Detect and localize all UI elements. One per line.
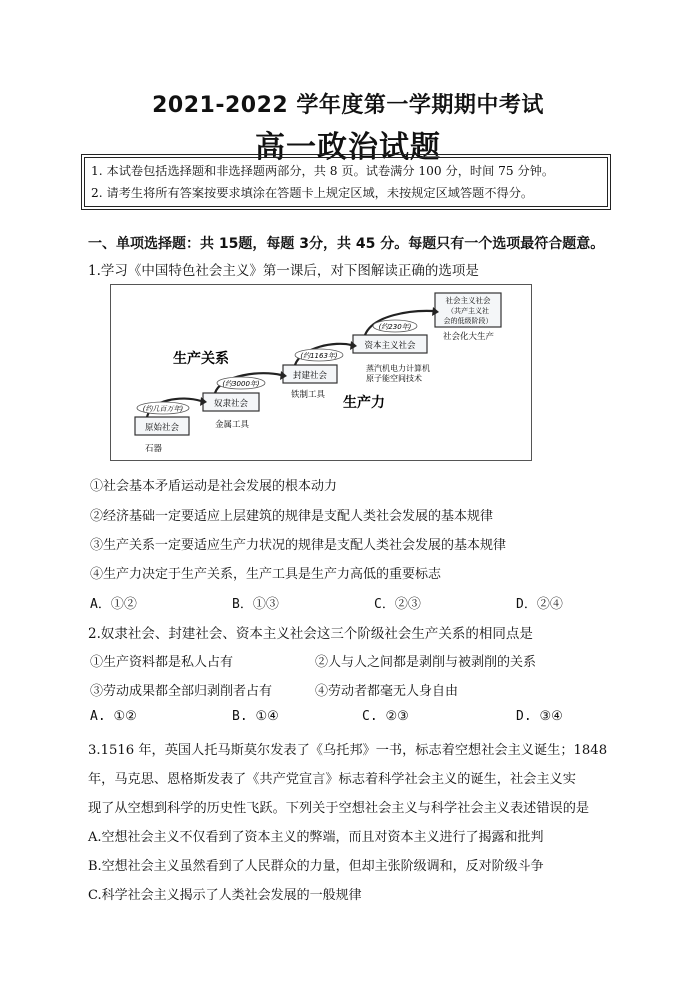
q1-choice-b: B．①③	[232, 597, 279, 612]
q2-choice-b: B. ①④	[232, 709, 279, 724]
tool-steam-computer: 蒸汽机电力计算机	[366, 364, 430, 373]
q2-statement-3: ③劳动成果都全部归剥削者占有	[90, 684, 273, 699]
question-2-stem: 2.奴隶社会、封建社会、资本主义社会这三个阶级社会生产关系的相同点是	[88, 626, 533, 642]
stage-label-capitalist: 资本主义社会	[364, 341, 416, 351]
exam-title: 2021-2022 学年度第一学期期中考试	[152, 93, 544, 118]
stage-label-feudal: 封建社会	[292, 371, 328, 381]
notice-line-2: 2. 请考生将所有答案按要求填涂在答题卡上规定区域，未按规定区域答题不得分。	[91, 186, 534, 200]
question-3-stem-line-1: 3.1516 年，英国人托马斯莫尔发表了《乌托邦》一书，标志着空想社会主义诞生；1848	[88, 743, 608, 758]
q3-option-c: C.科学社会主义揭示了人类社会发展的一般规律	[88, 888, 362, 903]
tool-socialized-production: 社会化大生产	[443, 332, 495, 342]
q2-statement-1: ①生产资料都是私人占有	[90, 655, 234, 670]
subject-title: 高一政治试题	[255, 130, 441, 165]
stage-label-socialist-1: 社会主义社会	[445, 296, 491, 305]
q3-option-b: B.空想社会主义虽然看到了人民群众的力量，但却主张阶级调和，反对阶级斗争	[88, 859, 544, 874]
stage-label-socialist-3: 会的低级阶段）	[443, 317, 493, 325]
question-1-stem: 1.学习《中国特色社会主义》第一课后，对下图解读正确的选项是	[88, 263, 479, 279]
tool-atomic-space: 原子能空间技术	[366, 374, 422, 383]
section-heading: 一、单项选择题：共 15题，每题 3分，共 45 分。每题只有一个选项最符合题意。	[88, 236, 605, 252]
stage-label-primitive: 原始社会	[144, 423, 180, 433]
tool-stone: 石器	[145, 444, 163, 454]
q1-choice-a: A．①②	[90, 597, 137, 612]
q1-statement-4: ④生产力决定于生产关系，生产工具是生产力高低的重要标志	[90, 567, 442, 582]
duration-primitive: (约几百万年)	[142, 405, 184, 413]
tool-metal: 金属工具	[215, 420, 250, 430]
question-3-stem-line-3: 现了从空想到科学的历史性飞跃。下列关于空想社会主义与科学社会主义表述错误的是	[88, 801, 590, 816]
staircase-diagram-svg	[111, 285, 531, 460]
q3-option-a: A.空想社会主义不仅看到了资本主义的弊端，而且对资本主义进行了揭露和批判	[88, 830, 544, 845]
label-relations-of-production: 生产关系	[173, 351, 229, 367]
duration-feudal: (约1163年)	[300, 352, 338, 360]
q2-choice-d: D. ③④	[516, 709, 563, 724]
stage-label-slave: 奴隶社会	[213, 399, 249, 409]
q2-choice-c: C. ②③	[362, 709, 409, 724]
tool-iron: 铁制工具	[291, 390, 326, 400]
q2-choice-a: A. ①②	[90, 709, 137, 724]
q1-statement-2: ②经济基础一定要适应上层建筑的规律是支配人类社会发展的基本规律	[90, 509, 494, 524]
label-productive-forces: 生产力	[343, 395, 385, 411]
duration-capitalist: (约230年)	[378, 323, 412, 331]
question-3-stem-line-2: 年，马克思、恩格斯发表了《共产党宣言》标志着科学社会主义的诞生，社会主义实	[88, 772, 576, 787]
q1-statement-3: ③生产关系一定要适应生产力状况的规律是支配人类社会发展的基本规律	[90, 538, 507, 553]
q2-statement-2: ②人与人之间都是剥削与被剥削的关系	[315, 655, 537, 670]
notice-line-1: 1. 本试卷包括选择题和非选择题两部分，共 8 页。试卷满分 100 分，时间 75 分钟。	[91, 164, 555, 178]
duration-slave: (约3000年)	[222, 380, 260, 388]
social-development-diagram	[110, 284, 532, 461]
q1-choice-c: C．②③	[374, 597, 421, 612]
exam-notice-box	[84, 157, 608, 207]
q1-choice-d: D．②④	[516, 597, 563, 612]
q1-statement-1: ①社会基本矛盾运动是社会发展的根本动力	[90, 479, 338, 494]
q2-statement-4: ④劳动者都毫无人身自由	[315, 684, 459, 699]
stage-label-socialist-2: （共产主义社	[447, 307, 489, 315]
